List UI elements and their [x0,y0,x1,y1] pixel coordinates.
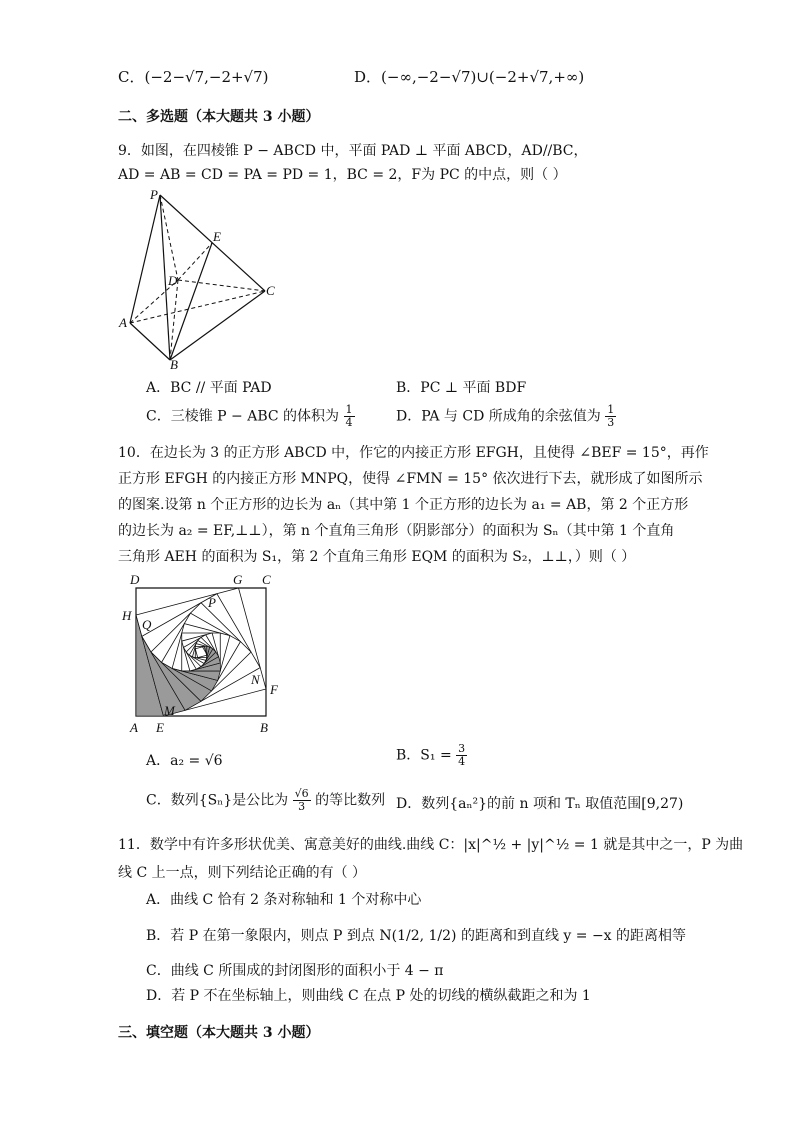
frac-num: 1 [607,403,615,416]
label-f: F [270,682,278,697]
q11-option-b: B．若 P 在第一象限内，则点 P 到点 N(1/2, 1/2) 的距离和到直线 y = −x 的距离相等 [146,928,687,944]
q8-option-c: C．(−2−√7,−2+√7) [118,68,269,86]
label-h: H [122,608,132,623]
q9-option-a: A．BC // 平面 PAD [146,380,272,396]
frac-den: 3 [298,800,306,813]
nested-squares [136,588,266,716]
frac-den: 4 [458,755,466,768]
q10-option-c-text: C．数列{Sₙ}是公比为 [146,792,289,809]
label-e: E [156,720,164,735]
label-c: C [262,572,271,587]
edge-ac [130,291,265,323]
q9-option-c-fraction [344,404,355,429]
frac-num: 1 [345,403,353,416]
label-b: B [170,357,178,370]
q11-line1: 11．数学中有许多形状优美、寓意美好的曲线.曲线 C：|x|^½ + |y|^½ = 1 就是其中之一，P 为曲 [118,837,744,853]
label-d: D [130,572,140,587]
frac-num: 3 [458,742,466,755]
label-p: P [150,187,158,202]
label-e: E [213,229,221,244]
q10-option-b [396,743,467,768]
q10-line2: 正方形 EFGH 的内接正方形 MNPQ，使得 ∠FMN = 15° 依次进行下去，就形成了如图所示 [118,471,703,487]
label-c: C [266,283,275,298]
edge-dc [178,280,265,291]
q9-stem-line2: AD = AB = CD = PA = PD = 1，BC = 2，F为 PC 的中点，则（ ） [118,167,567,183]
q10-option-c [146,788,385,813]
q10-option-b-fraction [456,743,467,768]
section-heading-multiple-choice: 二、多选题（本大题共 3 小题） [118,109,320,125]
q11-line2: 线 C 上一点，则下列结论正确的有（ ） [118,865,367,881]
frac-num: √6 [294,787,309,800]
section-heading-fill-blank: 三、填空题（本大题共 3 小题） [118,1025,320,1041]
q10-line3: 的图案.设第 n 个正方形的边长为 aₙ（其中第 1 个正方形的边长为 a₁ = AB，第 2 个正方形 [118,497,689,513]
q10-line1: 10．在边长为 3 的正方形 ABCD 中，作它的内接正方形 EFGH，且使得 ∠BEF = 15°，再作 [118,445,709,461]
q9-option-d [396,404,616,429]
q9-pyramid-figure [110,185,290,370]
label-b: B [260,720,268,735]
label-g: G [233,572,243,587]
label-p: P [208,595,216,610]
q10-option-c-fraction [293,788,311,813]
label-a: A [130,720,138,735]
edge-pa [130,195,160,323]
q9-option-c [146,404,355,429]
q10-option-b-text: B．S₁ = [396,747,452,764]
q10-option-c-suffix: 的等比数列 [315,792,386,809]
q10-nested-squares-figure [118,570,288,738]
q11-option-a: A．曲线 C 恰有 2 条对称轴和 1 个对称中心 [146,892,422,908]
label-m: M [164,703,175,718]
q8-option-d: D．(−∞,−2−√7)∪(−2+√7,+∞) [354,68,585,86]
frac-den: 3 [607,416,615,429]
q10-option-d: D．数列{aₙ²}的前 n 项和 Tₙ 取值范围[9,27) [396,796,684,812]
frac-den: 4 [345,416,353,429]
label-d: D [168,273,178,288]
q9-option-d-fraction [605,404,616,429]
q9-stem-line1: 9．如图，在四棱锥 P − ABCD 中，平面 PAD ⊥ 平面 ABCD，AD//BC， [118,143,588,159]
q11-option-d: D．若 P 不在坐标轴上，则曲线 C 在点 P 处的切线的横纵截距之和为 1 [146,988,591,1004]
edge-bc [170,291,265,360]
q10-option-a: A．a₂ = √6 [146,753,223,769]
q9-option-d-text: D．PA 与 CD 所成角的余弦值为 [396,408,601,425]
label-q: Q [142,617,152,632]
q10-line4: 的边长为 a₂ = EF,⊥⊥），第 n 个直角三角形（阴影部分）的面积为 Sₙ（其中第 1 个直角 [118,523,675,539]
q9-option-b: B．PC ⊥ 平面 BDF [396,380,527,396]
label-n: N [251,672,260,687]
q9-option-c-text: C．三棱锥 P − ABC 的体积为 [146,408,340,425]
edge-ab [130,323,170,360]
q11-option-c: C．曲线 C 所围成的封闭图形的面积小于 4 − π [146,963,444,979]
label-a: A [119,315,127,330]
q10-line5: 三角形 AEH 的面积为 S₁，第 2 个直角三角形 EQM 的面积为 S₂，⊥⊥，）则（ ） [118,549,636,565]
edge-de [178,243,212,280]
